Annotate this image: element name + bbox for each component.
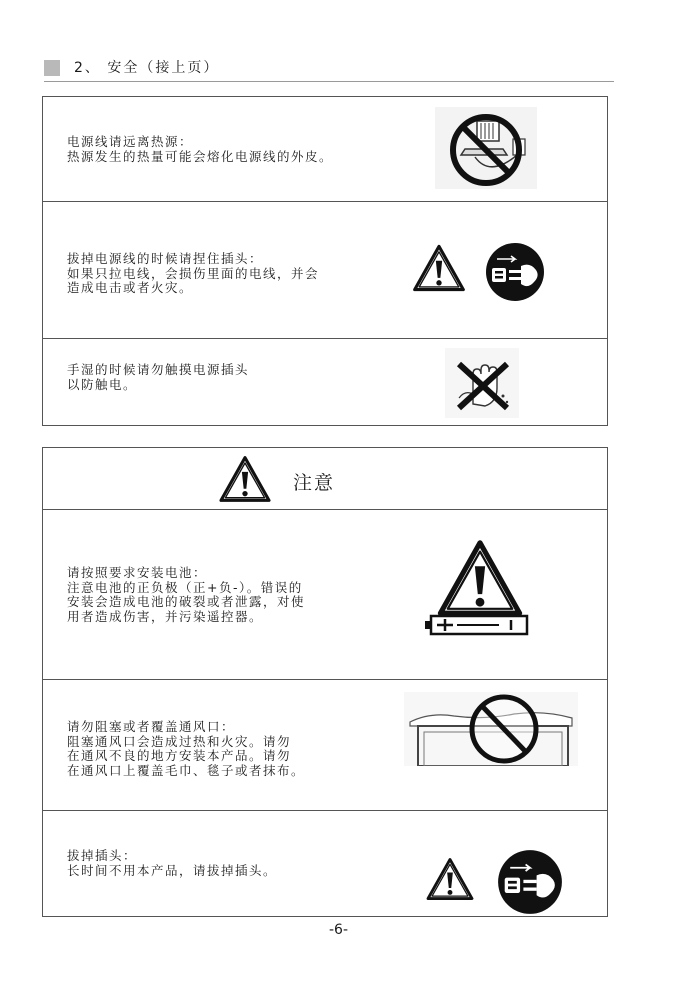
warning-triangle-icon bbox=[412, 243, 466, 293]
safety-row-unplug bbox=[43, 201, 607, 338]
caution-text-unplug: 拔掉插头： 长时间不用本产品，请拔掉插头。 bbox=[67, 848, 278, 878]
header-divider bbox=[44, 81, 614, 82]
caution-box bbox=[42, 447, 608, 917]
safety-text-unplug: 拔掉电源线的时候请捏住插头： 如果只拉电线，会损伤里面的电线，并会 造成电击或者火灾。 bbox=[67, 251, 320, 295]
no-heat-source-icon bbox=[435, 107, 537, 189]
caution-header-row bbox=[43, 448, 607, 509]
caution-row-battery bbox=[43, 509, 607, 679]
section-marker bbox=[44, 60, 60, 76]
battery-polarity-icon bbox=[423, 614, 529, 636]
unplug-icon bbox=[485, 242, 545, 302]
caution-row-vent bbox=[43, 679, 607, 810]
warning-triangle-icon bbox=[218, 455, 272, 503]
safety-text-wet-hands: 手湿的时候请勿触摸电源插头 以防触电。 bbox=[67, 362, 250, 392]
section-header bbox=[44, 58, 614, 82]
caution-text-battery: 请按照要求安装电池： 注意电池的正负极（正+负-）。错误的 安装会造成电池的破裂或者泄露，对使 用者造成伤害，并污染遥控器。 bbox=[67, 565, 306, 624]
unplug-icon bbox=[497, 849, 563, 915]
caution-text-vent: 请勿阻塞或者覆盖通风口： 阻塞通风口会造成过热和火灾。请勿 在通风不良的地方安装本产品。请勿 在通风口上覆盖毛巾、毯子或者抹布。 bbox=[67, 719, 306, 778]
safety-text-heat: 电源线请远离热源： 热源发生的热量可能会熔化电源线的外皮。 bbox=[67, 134, 334, 164]
warning-triangle-icon bbox=[436, 538, 524, 618]
no-cover-vent-icon bbox=[404, 692, 578, 766]
safety-row-heat bbox=[43, 97, 607, 201]
caution-title: 注意 bbox=[293, 472, 336, 494]
page-number: -6- bbox=[328, 922, 348, 938]
section-title: 2、 安全（接上页） bbox=[74, 60, 220, 76]
safety-box bbox=[42, 96, 608, 426]
warning-triangle-icon bbox=[425, 857, 475, 901]
caution-row-unplug bbox=[43, 810, 607, 918]
safety-row-wet-hands bbox=[43, 338, 607, 427]
no-wet-hands-icon bbox=[445, 348, 519, 418]
